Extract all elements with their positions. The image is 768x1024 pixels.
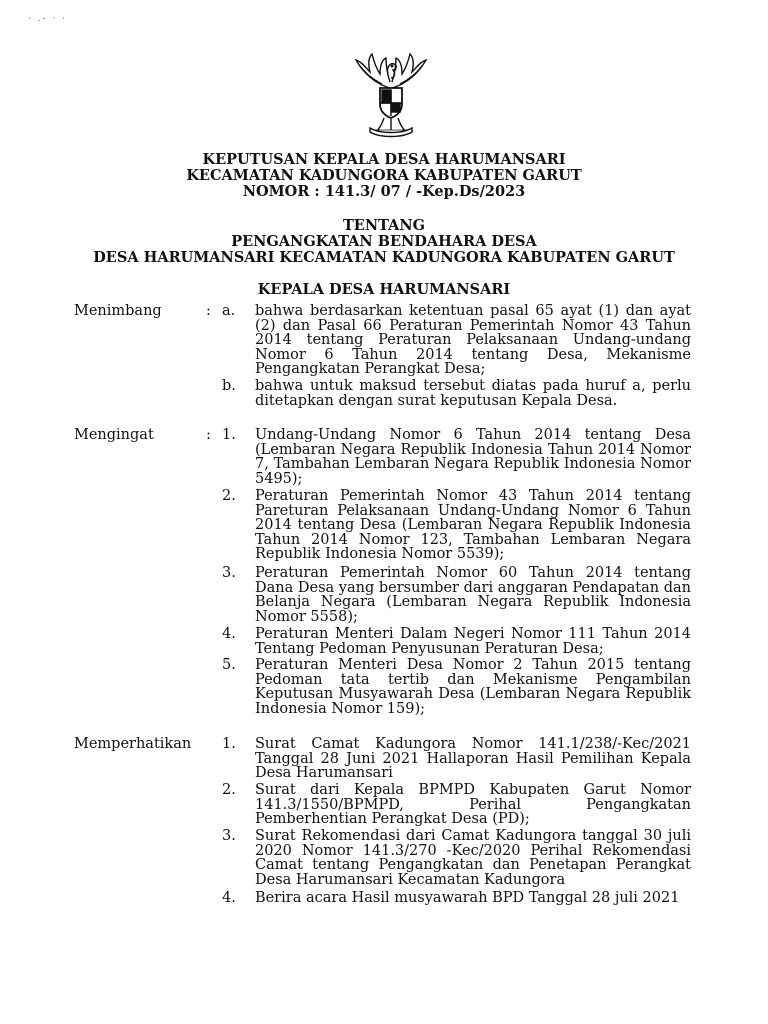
list-item <box>222 737 692 781</box>
item-text: Peraturan Pemerintah Nomor 60 Tahun 2014 tentang Dana Desa yang bersumber dari anggaran Pendapatan dan Belanja Negara (Lembaran Negara Republik Indonesia Nomor 5558); <box>255 565 691 625</box>
subject-line: TENTANG <box>343 217 425 234</box>
item-text: Berira acara Hasil musyawarah BPD Tanggal 28 juli 2021 <box>255 890 680 906</box>
scan-marks: · .- · · <box>28 14 68 24</box>
decree-authority: KEPALA DESA HARUMANSARI <box>257 281 511 298</box>
item-marker: 3. <box>222 828 236 844</box>
item-marker: a. <box>222 303 236 319</box>
item-text: Surat dari Kepala BPMPD Kabupaten Garut Nomor 141.3/1550/BPMPD, Perihal Pengangkatan Pemberhentian Perangkat Desa (PD); <box>255 782 691 827</box>
section-label: Mengingat <box>74 427 154 443</box>
garuda-emblem-icon <box>346 48 436 138</box>
decree-subject <box>0 218 768 266</box>
section-label: Menimbang <box>74 303 162 319</box>
item-marker: 1. <box>222 427 236 443</box>
item-marker: 3. <box>222 565 236 581</box>
list-item <box>222 783 692 827</box>
decree-number: NOMOR : 141.3/ 07 / -Kep.Ds/2023 <box>242 183 526 200</box>
list-item <box>222 489 692 562</box>
list-item <box>222 304 692 377</box>
list-item <box>222 379 692 408</box>
item-text: Surat Camat Kadungora Nomor 141.1/238/-Kec/2021 Tanggal 28 Juni 2021 Hallaporan Hasil Pemilihan Kepala Desa Harumansari <box>255 736 691 781</box>
item-text: Undang-Undang Nomor 6 Tahun 2014 tentang Desa (Lembaran Negara Republik Indonesia Tahun 2014 Nomor 7, Tambahan Lembaran Negara Republik Indonesia Nomor 5495); <box>255 427 691 487</box>
section-label: Memperhatikan <box>74 736 192 752</box>
item-text: Peraturan Menteri Desa Nomor 2 Tahun 2015 tentang Pedoman tata tertib dan Mekanisme Pengambilan Keputusan Musyawarah Desa (Lembaran Negara Republik Indonesia Nomor 159); <box>255 657 691 717</box>
list-item <box>222 428 692 486</box>
item-marker: b. <box>222 378 236 394</box>
list-item <box>222 829 692 887</box>
decree-title-line: KEPUTUSAN KEPALA DESA HARUMANSARI <box>202 151 566 168</box>
item-marker: 2. <box>222 488 236 504</box>
decree-title-line: KECAMATAN KADUNGORA KABUPATEN GARUT <box>186 167 582 184</box>
item-text: Peraturan Pemerintah Nomor 43 Tahun 2014 tentang Pareturan Pelaksanaan Undang-Undang Nomor 6 Tahun 2014 tentang Desa (Lembaran Negara Republik Indonesia Tahun 2014 Nomor 123, Tambahan Lembaran Negara Republik Indonesia Nomor 5539); <box>255 488 691 562</box>
item-marker: 1. <box>222 736 236 752</box>
subject-line: PENGANGKATAN BENDAHARA DESA <box>231 233 537 250</box>
item-marker: 5. <box>222 657 236 673</box>
item-text: Surat Rekomendasi dari Camat Kadungora tanggal 30 juli 2020 Nomor 141.3/270 -Kec/2020 Perihal Rekomendasi Camat tentang Pengangkatan dan Penetapan Perangkat Desa Harumansari Kecamatan Kadungora <box>255 828 691 888</box>
section-colon: : <box>206 427 211 443</box>
subject-line: DESA HARUMANSARI KECAMATAN KADUNGORA KABUPATEN GARUT <box>93 249 675 266</box>
list-item <box>222 658 692 716</box>
item-text: Peraturan Menteri Dalam Negeri Nomor 111 Tahun 2014 Tentang Pedoman Penyusunan Peraturan Desa; <box>255 626 691 657</box>
item-marker: 2. <box>222 782 236 798</box>
list-item <box>222 891 692 906</box>
item-text: bahwa berdasarkan ketentuan pasal 65 ayat (1) dan ayat (2) dan Pasal 66 Peraturan Pemerintah Nomor 43 Tahun 2014 tentang Peraturan Pelaksanaan Undang-undang Nomor 6 Tahun 2014 tentang Desa, Mekanisme Pengangkatan Perangkat Desa; <box>255 303 691 377</box>
item-text: bahwa untuk maksud tersebut diatas pada huruf a, perlu ditetapkan dengan surat keputusan Kepala Desa. <box>255 378 691 409</box>
item-marker: 4. <box>222 626 236 642</box>
list-item <box>222 566 692 624</box>
decree-title <box>0 152 768 200</box>
list-item <box>222 627 692 656</box>
section-colon: : <box>206 303 211 319</box>
item-marker: 4. <box>222 890 236 906</box>
